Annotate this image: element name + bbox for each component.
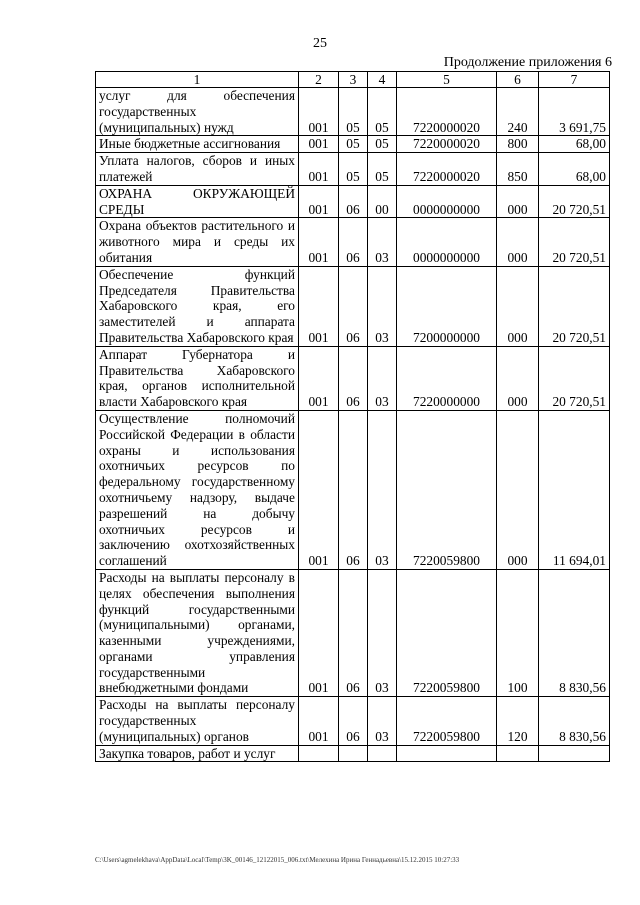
- header-row: [96, 72, 610, 88]
- row-code-2: 001: [299, 218, 339, 266]
- table-row: [96, 88, 610, 136]
- row-description: ОХРАНА ОКРУЖАЮЩЕЙ СРЕДЫ: [96, 185, 299, 218]
- row-code-4: 05: [368, 88, 397, 136]
- row-amount: 11 694,01: [539, 410, 610, 569]
- row-description: Аппарат Губернатора и Правительства Хабаровского края, органов исполнительной власти Хабаровского края: [96, 346, 299, 410]
- budget-table: [95, 71, 610, 762]
- row-code-3: 06: [339, 346, 368, 410]
- row-code-5: 7220000020: [397, 153, 497, 186]
- row-code-2: 001: [299, 136, 339, 153]
- table-row: [96, 410, 610, 569]
- row-code-6: 800: [497, 136, 539, 153]
- row-code-5: 7220000020: [397, 88, 497, 136]
- table-row: [96, 153, 610, 186]
- header-col-1: 1: [96, 72, 299, 88]
- row-code-6: 000: [497, 346, 539, 410]
- row-code-4: 05: [368, 153, 397, 186]
- row-description: Охрана объектов растительного и животного мира и среды их обитания: [96, 218, 299, 266]
- row-code-5: [397, 745, 497, 762]
- row-code-3: 06: [339, 266, 368, 346]
- table-row: [96, 745, 610, 762]
- header-col-3: 3: [339, 72, 368, 88]
- row-description: Расходы на выплаты персоналу государственных (муниципальных) органов: [96, 697, 299, 745]
- row-code-3: 06: [339, 185, 368, 218]
- row-code-6: 000: [497, 185, 539, 218]
- table-row: [96, 346, 610, 410]
- row-code-3: 05: [339, 153, 368, 186]
- row-code-2: 001: [299, 410, 339, 569]
- row-code-4: 03: [368, 266, 397, 346]
- row-code-2: 001: [299, 153, 339, 186]
- row-code-6: [497, 745, 539, 762]
- row-code-3: 06: [339, 697, 368, 745]
- table-row: [96, 266, 610, 346]
- row-description: Уплата налогов, сборов и иных платежей: [96, 153, 299, 186]
- row-amount: 20 720,51: [539, 346, 610, 410]
- row-code-4: 03: [368, 410, 397, 569]
- row-code-6: 100: [497, 569, 539, 696]
- row-code-4: 03: [368, 697, 397, 745]
- row-code-4: [368, 745, 397, 762]
- page-number: 25: [313, 36, 327, 51]
- row-code-3: 06: [339, 218, 368, 266]
- row-code-4: 03: [368, 346, 397, 410]
- row-amount: 68,00: [539, 136, 610, 153]
- row-description: Осуществление полномочий Российской Федерации в области охраны и использования охотничьих ресурсов по федеральному государственному охотничьему надзору, выдаче разрешений на добычу охотничьих ресурсов и заключению охотхозяйственных соглашений: [96, 410, 299, 569]
- row-code-5: 0000000000: [397, 185, 497, 218]
- row-code-4: 05: [368, 136, 397, 153]
- footer-file-path: C:\Users\agmelekhava\AppData\Local\Temp\3K_00146_12122015_006.txt\Мелехина Ирина Геннадьевна\15.12.2015 10:27:33: [95, 856, 460, 864]
- row-description: Иные бюджетные ассигнования: [96, 136, 299, 153]
- header-col-7: 7: [539, 72, 610, 88]
- row-description: Расходы на выплаты персоналу в целях обеспечения выполнения функций государственными (муниципальными) органами, казенными учреждениями, органами управления государственными внебюджетными фондами: [96, 569, 299, 696]
- row-code-5: 0000000000: [397, 218, 497, 266]
- table-row: [96, 218, 610, 266]
- row-code-6: 240: [497, 88, 539, 136]
- row-code-6: 000: [497, 218, 539, 266]
- row-code-4: 03: [368, 569, 397, 696]
- header-col-5: 5: [397, 72, 497, 88]
- header-col-4: 4: [368, 72, 397, 88]
- row-code-5: 7200000000: [397, 266, 497, 346]
- row-code-6: 000: [497, 266, 539, 346]
- row-code-3: 06: [339, 410, 368, 569]
- row-description: услуг для обеспечения государственных (муниципальных) нужд: [96, 88, 299, 136]
- header-col-2: 2: [299, 72, 339, 88]
- row-amount: 8 830,56: [539, 569, 610, 696]
- row-amount: 20 720,51: [539, 266, 610, 346]
- row-code-2: 001: [299, 569, 339, 696]
- row-code-2: 001: [299, 266, 339, 346]
- row-description: Обеспечение функций Председателя Правительства Хабаровского края, его заместителей и аппарата Правительства Хабаровского края: [96, 266, 299, 346]
- header-col-6: 6: [497, 72, 539, 88]
- row-code-2: 001: [299, 346, 339, 410]
- row-code-2: 001: [299, 88, 339, 136]
- table-row: [96, 569, 610, 696]
- row-description: Закупка товаров, работ и услуг: [96, 745, 299, 762]
- row-code-3: [339, 745, 368, 762]
- table-row: [96, 697, 610, 745]
- row-code-5: 7220000020: [397, 136, 497, 153]
- row-code-5: 7220059800: [397, 410, 497, 569]
- row-amount: 20 720,51: [539, 218, 610, 266]
- row-amount: 20 720,51: [539, 185, 610, 218]
- row-code-2: [299, 745, 339, 762]
- row-code-6: 120: [497, 697, 539, 745]
- row-code-5: 7220059800: [397, 697, 497, 745]
- row-code-6: 000: [497, 410, 539, 569]
- row-code-3: 05: [339, 88, 368, 136]
- row-code-6: 850: [497, 153, 539, 186]
- table-row: [96, 136, 610, 153]
- row-code-3: 05: [339, 136, 368, 153]
- table-row: [96, 185, 610, 218]
- row-amount: 8 830,56: [539, 697, 610, 745]
- continuation-label: Продолжение приложения 6: [443, 55, 612, 70]
- row-code-4: 03: [368, 218, 397, 266]
- row-code-2: 001: [299, 185, 339, 218]
- row-code-5: 7220059800: [397, 569, 497, 696]
- row-amount: 3 691,75: [539, 88, 610, 136]
- row-code-3: 06: [339, 569, 368, 696]
- row-amount: 68,00: [539, 153, 610, 186]
- row-amount: [539, 745, 610, 762]
- row-code-5: 7220000000: [397, 346, 497, 410]
- row-code-4: 00: [368, 185, 397, 218]
- row-code-2: 001: [299, 697, 339, 745]
